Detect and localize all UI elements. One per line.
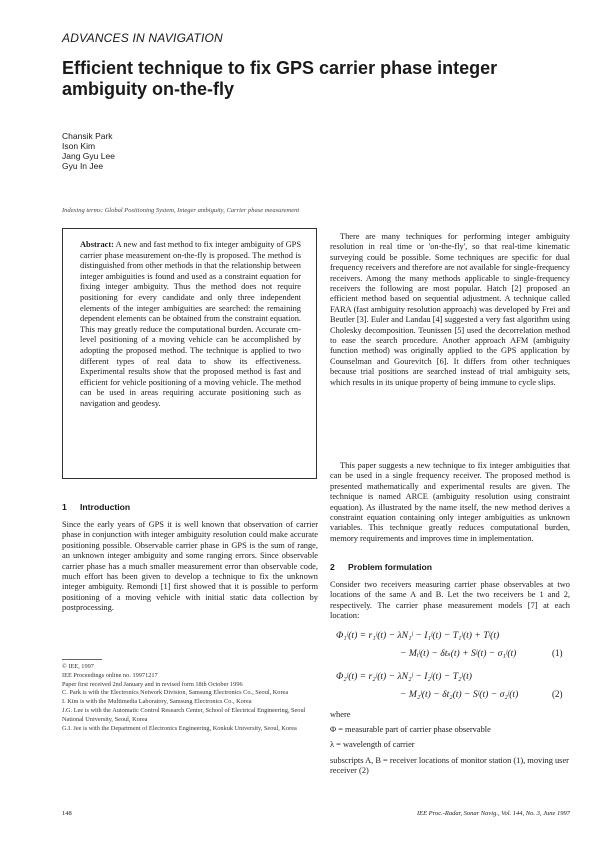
footnote: I. Kim is with the Multimedia Laboratory, Samsung Electronics Co., Korea [62,698,252,706]
footnote: IEE Proceedings online no. 19971217 [62,671,158,679]
indexing-terms: Indexing terms: Global Positioning System, Integer ambiguity, Carrier phase measurement [62,207,300,214]
author-name: Chansik Park [62,131,113,141]
definition-item: λ = wavelength of carrier [330,740,415,750]
intro-paragraph-2: This paper suggests a new technique to fix integer ambiguities that can be used in a single frequency receiver. The proposed method is presented mathematically and experimental results are given. The technique is named ARCE (ambiguity resolution using constraint equation). As illustrated by the name itself, the new method derives a constraint equation containing only integer ambiguities as unknown variables. This technique greatly reduces computational burden, memory requirements and improves time in implementation. [330,461,570,543]
abstract [80,240,301,410]
footnote: C. Park is with the Electronics Network Division, Samsung Electronics Co., Seoul, Korea [62,689,289,697]
where-label: where [330,710,351,719]
section-number: 2 [330,562,335,572]
section-heading-introduction [62,502,318,512]
footnote: J.G. Lee is with the Automatic Control Research Center, School of Electrical Engineering, Seoul National University, Seoul, Korea [62,706,306,723]
paper-title: Efficient technique to fix GPS carrier phase integer ambiguity on-the-fly [62,58,498,99]
abstract-text: A new and fast method to fix integer ambiguity of GPS carrier phase measurement on-the-fly is proposed. The method is distinguished from other methods in that the relationship between integer ambiguities is found and used as a constraint equation for fixing integer ambiguity. Thus the method does not require positioning for every candidate and only three independent elements of the integer ambiguities are searched: the remaining dependent elements can be obtained from the constraint equation. This may greatly reduce the computational burden. Accurate cm-level positioning of a moving vehicle can be accomplished by adopting the proposed method. The technique is applied to two different types of real data to show its effectiveness. Experimental results show that the proposed method is fast and efficient for vehicle positioning of a moving vehicle. The method can be used in areas requiring accurate positioning such as navigation and geodesy. [80,240,301,408]
equation-number: (1) [552,648,563,658]
equation-1-line-1: Φ₁ʲ(t) = r₁ʲ(t) − λN₁ʲ − I₁ʲ(t) − T₁ʲ(t) + Tʲ(t) [336,630,500,641]
equation-2-line-2: − M₂ʲ(t) − δt₂(t) − Sʲ(t) − σ₂ʲ(t) [400,689,519,700]
footnote: Paper first received 2nd January and in revised form 18th October 1996 [62,680,243,688]
section-label: ADVANCES IN NAVIGATION [62,31,223,45]
introduction-paragraph: Since the early years of GPS it is well known that observation of carrier phase in conjunction with integer ambiguity resolution could make accurate positioning possible. Observable carrier phase in GPS is the sum of range, an unknown integer ambiguity and some ranging errors. Since observable carrier phase has a much smaller measurement error than observable code, much effort has been given to develop a technique to fix the unknown integer ambiguity. Remondi [1] first showed that it is possible to perform positioning of a moving vehicle with initial static data collection by postprocessing. [62,520,318,613]
definition-item: Φ = measurable part of carrier phase observable [330,724,491,734]
abstract-label: Abstract: [80,240,114,249]
footnotes [62,659,318,733]
equation-2-line-1: Φ₂ʲ(t) = r₂ʲ(t) − λN₂ʲ − I₂ʲ(t) − T₂ʲ(t) [336,671,472,682]
section-heading-problem [330,562,570,572]
definition-item: subscripts A, B = receiver locations of monitor station (1), moving user receiver (2) [330,755,569,776]
section-title: Introduction [80,502,131,512]
author-name: Gyu In Jee [62,161,104,171]
intro-paragraph-1: There are many techniques for performing integer ambiguity resolution in real time or 'on-the-fly', so that real-time kinematic surveying could be possible. Some techniques are specific for dual frequency receivers and therefore are not available for single-frequency receivers. Among the many methods applicable to single-frequency receivers the following are most popular. Hatch [2] proposed an efficient method based on sequential adjustment. A technique called FARA (fast ambiguity resolution approach) was developed by Frei and Beutler [3]. Euler and Landau [4] suggested a very fast algorithm using Cholesky decomposition. Teunissen [5] used the decorrelation method to ease the search procedure. Another approach AFM (ambiguity function method) was originally applied to the GPS application by Counselman and Gourevitch [6]. It differs from other techniques because trial positions are searched instead of trial ambiguity sets, which results in its unique property of being immune to cycle slips. [330,232,570,387]
footnote: G.I. Jee is with the Department of Electronics Engineering, Konkuk University, Seoul, Korea [62,724,297,732]
section-number: 1 [62,502,67,512]
equation-number: (2) [552,689,563,699]
journal-reference: IEE Proc.-Radar, Sonar Navig., Vol. 144, No. 3, June 1997 [416,810,570,817]
equation-1-line-2: − Mᵢʲ(t) − δtₛ(t) + Sʲ(t) − σ₁ʲ(t) [400,648,517,659]
author-name: Ison Kim [62,141,96,151]
problem-paragraph: Consider two receivers measuring carrier phase observables at two locations of the same A and B. Let the two receivers be 1 and 2, respectively. The carrier phase measurement models [7] at each location: [330,580,570,621]
where-definitions [330,710,570,777]
page-number: 148 [62,810,72,817]
section-title: Problem formulation [348,562,433,572]
footnote-rule [62,659,102,660]
footnote: © IEE, 1997 [62,663,94,670]
author-list [62,131,115,171]
author-name: Jang Gyu Lee [62,151,115,161]
